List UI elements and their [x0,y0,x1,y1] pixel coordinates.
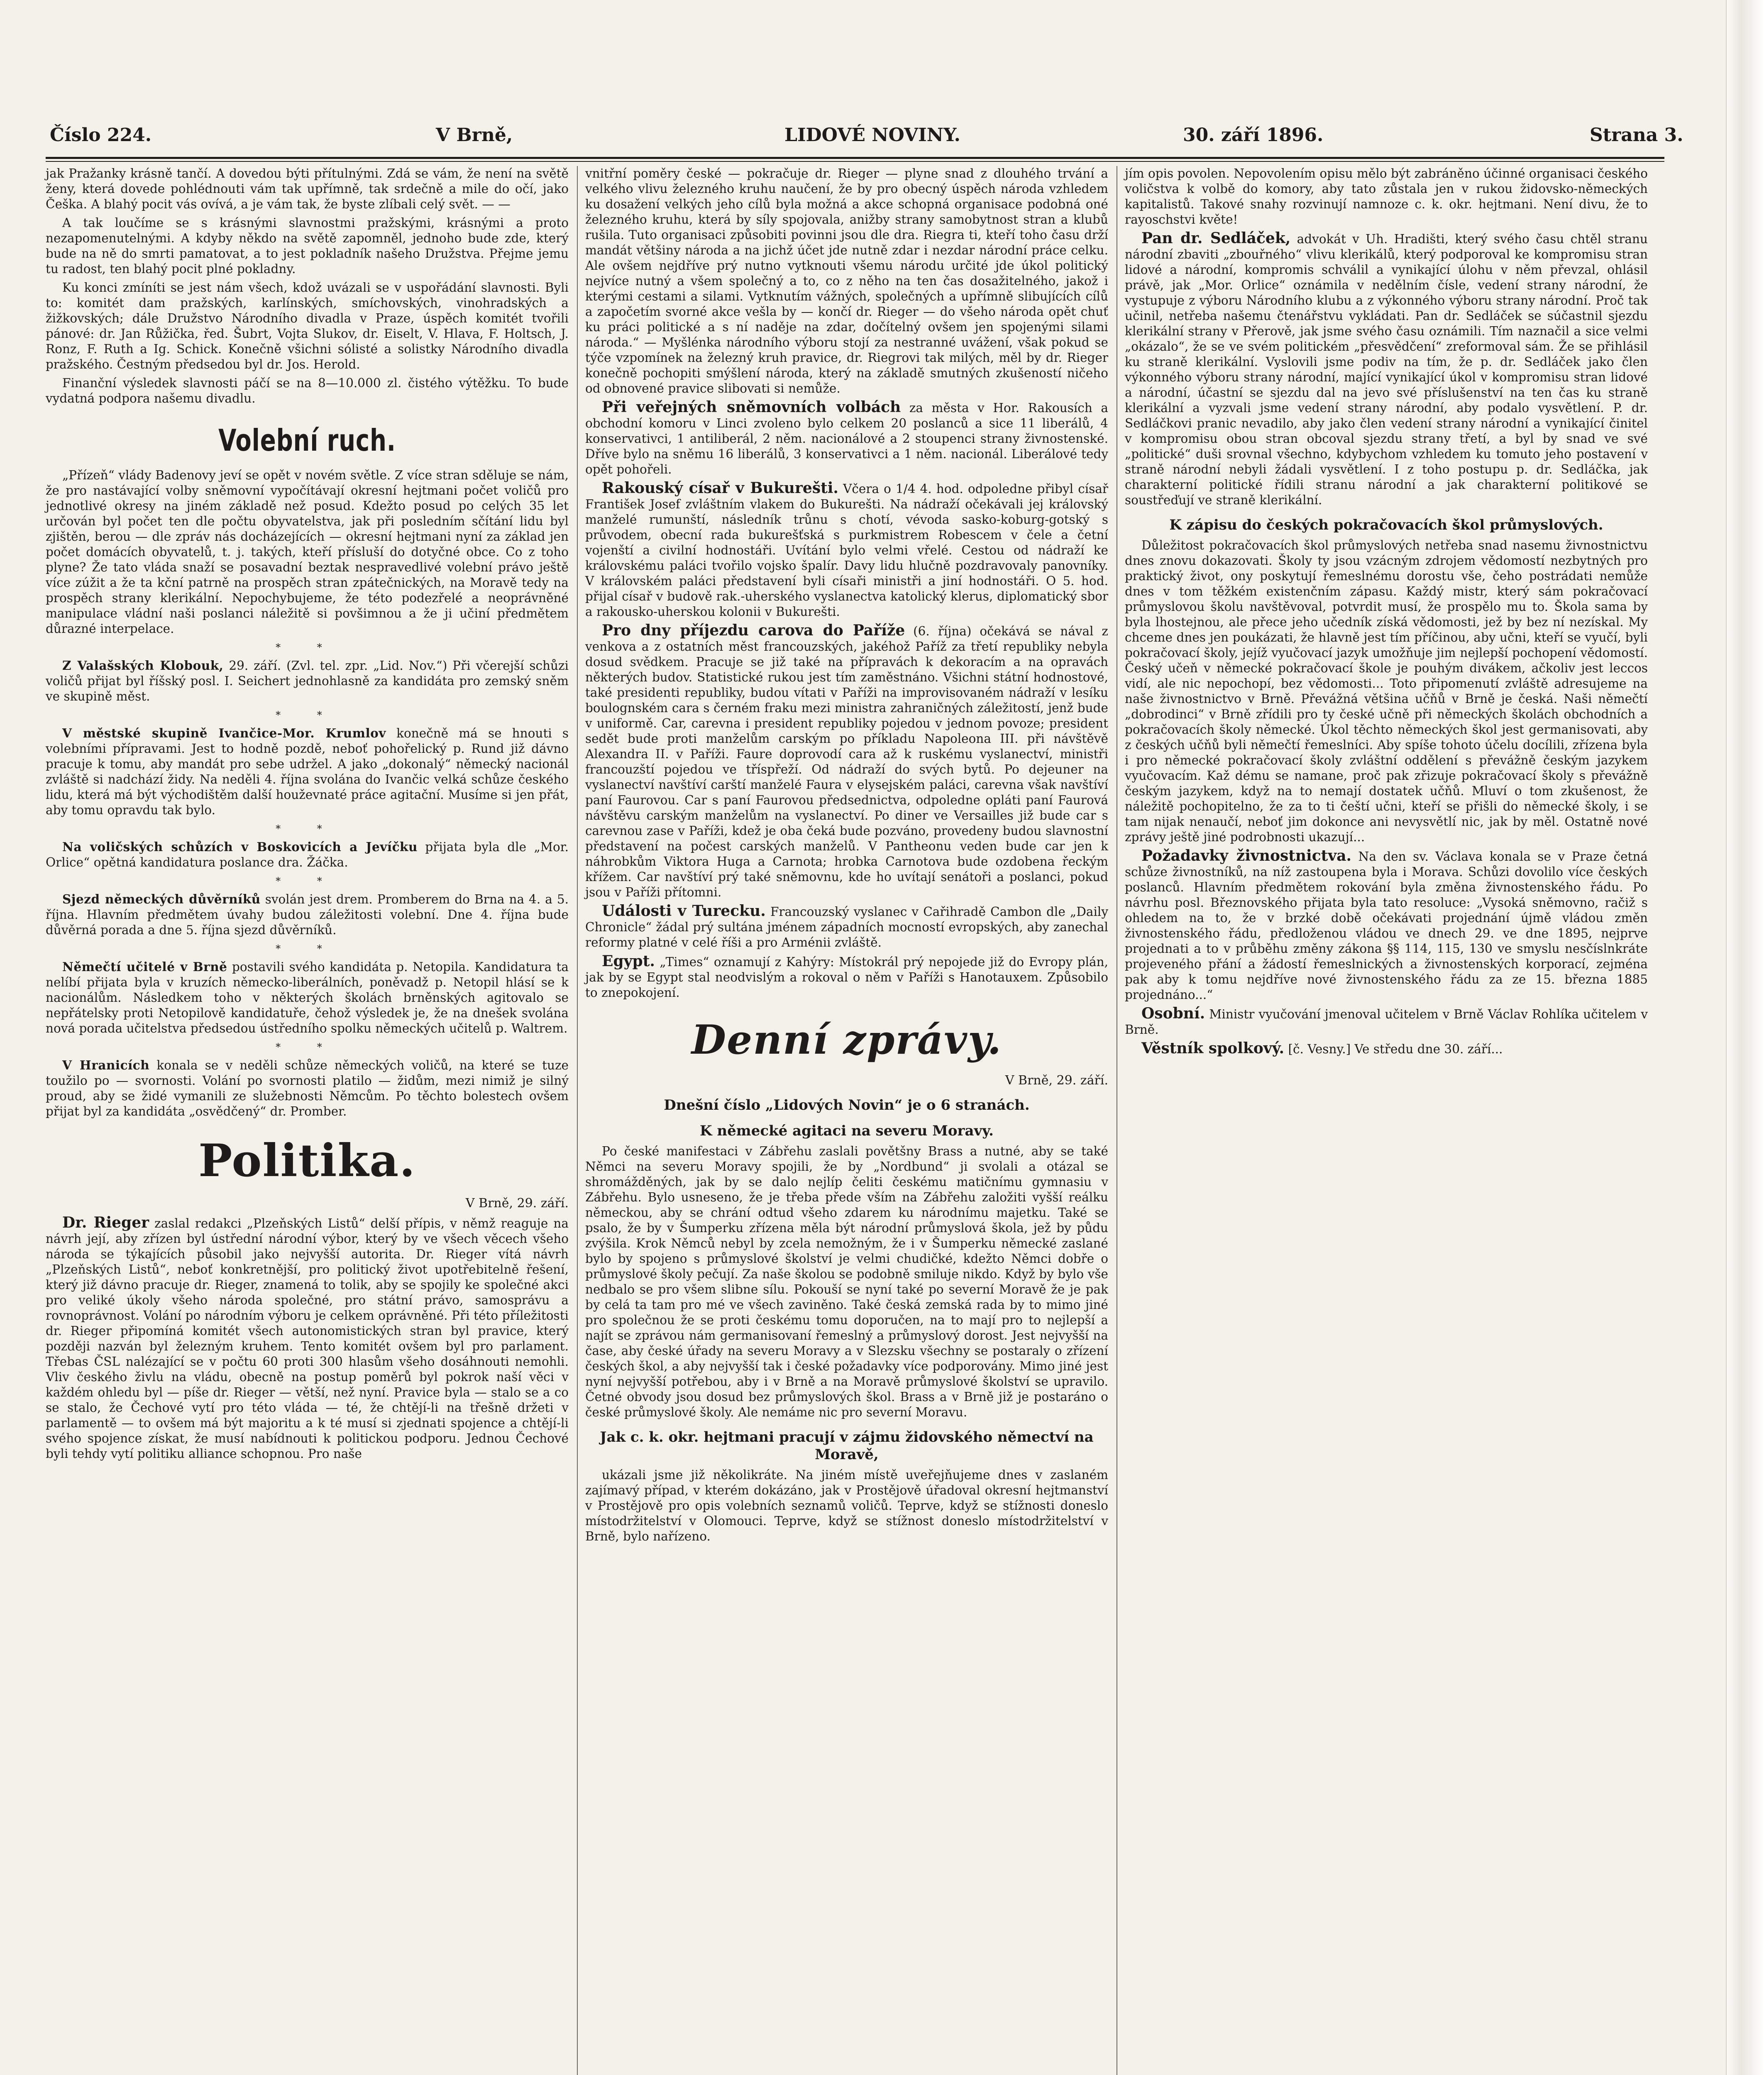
issue-number: Číslo 224. [50,124,152,146]
news-head: Události v Turecku. [602,902,766,920]
section-title-politika: Politika. [198,1135,416,1187]
article-paragraph: A tak loučíme se s krásnými slavnostmi pražskými, krásnými a proto nezapomenutelnými. A kdyby někdo na světě zapomněl, jednoho bude zde, který bude na ně do smrti pamatovat, a to jest pokladník našeho Družstva. Přejme jemu tu radost, ten blahý pocit plné pokladny. [46,216,569,276]
news-text: svolán jest drem. Promberem do Brna na 4. a 5. října. Hlavním předmětem úvahy budou záležitosti volební. Dne 4. října bude důvěrná porada a dne 5. října sjezd důvěrníků. [46,892,569,937]
article-headline: Jak c. k. okr. hejtmani pracují v zájmu židovského němectví na Moravě, [600,1429,1094,1463]
article-headline: K zápisu do českých pokračovacích škol průmyslových. [1169,517,1603,533]
article-paragraph: jak Pražanky krásně tančí. A dovedou býti přítulnými. Zdá se vám, že není na světě ženy, která dovede pohlédnouti vám tak upřímně, tak srdečně a mile do očí, jako Češka. A blahý pocit vás ovívá, a je vám tak, že byste zlíbali celý svět. — — [46,166,569,211]
masthead-city: V Brně, [436,124,513,146]
news-text: Včera o 1/4 4. hod. odpoledne přibyl císař František Josef zvláštním vlakem do Bukurešti. Na nádraží očekávali jej královský manželé rumunští, následník trůnu s chotí, vévoda sasko-koburg-gotský s průvodem, obecní rada bukurešťská s purkmistrem Robescem v čele a četní vojenští a civilní hodnostáři. Uvítání bylo velmi vřelé. Cestou od nádraží ke královskému paláci tvořilo vojsko špalír. Davy lidu hlučně pozdravovaly panovníky. V královském paláci představení byli císaři ministři a jiní hodnostáři. O 5. hod. přijal císař v budově rak.-uherského vyslanectva katolický klerus, diplomatický sbor a rakousko-uherskou kolonii v Bukurešti. [585,482,1108,619]
section-title-volebni: Volební ruch. [218,423,396,458]
news-text: 29. září. (Zvl. tel. zpr. „Lid. Nov.“) Při včerejší schůzi voličů přijat byl říšský posl. I. Seichert jednohlasně za kandidáta pro zemský sněm ve skupině měst. [46,659,569,703]
news-head: Sjezd německých důvěrníků [62,892,261,906]
separator-stars: * * [276,1041,339,1053]
news-head: V městské skupině Ivančice-Mor. Krumlov [62,726,386,740]
article-paragraph: Důležitost pokračovacích škol průmyslových netřeba snad nasemu živnostnictvu dnes znovu dokazovati. Školy ty jsou vzácným zdrojem vědomostí nezbytných pro praktický život, ony poskytují řemeslnému dorostu vše, čeho postrádati nemůže dnes v tom těžkém existenčním zápasu. Každý mistr, který sám pokračovací průmyslovou školu navštěvoval, potvrdit musí, že prospělo mu to. Škola sama by byla lhostejnou, ale přece jeho učedník získá vědomosti, jež by bez ní nezískal. My chceme dnes jen poukázati, že hlavně jest tím příčinou, aby učni, kteří se vyučí, byli pokračovací školy, jejíž vyučovací jazyk umožňuje jim nejlepší pochopení vědomostí. Český učeň v německé pokračovací škole je pouhým divákem, ačkoliv jest leccos vidí, ale nic nepochopí, bez vědomosti... Toto připomenutí zvláště adresujeme na naše živnostnictvo v Brně. Převážná většina učňů v Brně je česká. Naši němečtí „dobrodinci“ v Brně zřídili pro ty české učně při německých školách obchodních a pokračovacích školy německé. Úkol těchto německých škol jest germanisovati, aby z českých učňů byli němečtí řemeslníci. Aby spíše tohoto účelu docílili, zřízena byla i pro německé pokračovací školy zvláštní oddělení s převážně českým jazykem vyučovacím. Kaž dému se namane, proč pak zřizuje pokračovací školy s převážně českým jazykem, když na to nemají dostatek učňů. Mluví o tom zkušenost, že náležitě pochopitelno, že za to ti čeští učni, kteří se přišli do německé školy, i se tam nijak nenaučí, neboť jim dokonce ani nevysvětlí nic, jak by měl. Ostatně nové zprávy ještě jiné podrobnosti ukazují... [1125,538,1648,844]
news-head: Egypt. [602,952,655,970]
news-text: advokát v Uh. Hradišti, který svého času chtěl stranu národní zbaviti „zbouřného“ vlivu klerikálů, který podporoval ke kompromisu stran lidové a národní, kompromis schválil a vynikající úlohu v něm převzal, ohlásil právě, jak „Mor. Orlice“ oznámila v nedělním čísle, vedení strany národní, že vystupuje z výboru Národního klubu a z výkonného výboru strany národní. Proč tak učinil, netřeba našemu čtenářstvu vykládati. Pan dr. Sedláček se súčastnil sjezdu klerikální strany v Přerově, jak jsme svého času oznámili. Tím naznačil a sice velmi „okázalo“, že se ve svém politickém „přesvědčení“ zreformoval sám. Že se přihlásil ku straně klerikální. Vyslovili jsme podiv na tím, že p. dr. Sedláček jako člen výkonného výboru strany národní, mající vynikající úkol v kompromisu stran lidové a národní, účastní se sjezdu dal na jevo své příslušenství na ten čas ku straně klerikální a vyzvali jsme vedení strany národní, aby podalo vysvětlení. P. dr. Sedláčkovi pranic nevadilo, aby jako člen vedení strany národní a vynikající činitel v kompromisu obou stran obcoval sjezdu strany třetí, a byl by snad ve své „politické“ duši srovnal všechno, kdybychom vzhledem ku tomuto jeho postavení v straně národní nebyli žádali vysvětlení. I z toho postupu p. dr. Sedláčka, jak charakterní politické řídili stranu národní a jak charakterní politikové se soustřeďují ve straně klerikální. [1125,232,1648,507]
news-head: Rakouský císař v Bukurešti. [602,479,838,497]
news-head: V Hranicích [62,1058,150,1072]
separator-stars: * * [276,642,339,653]
news-head: Pro dny příjezdu carova do Paříže [602,622,905,639]
news-text: konala se v neděli schůze německých voličů, na které se tuze toužilo po — svornosti. Volání po svornosti platilo — židům, mezi nimiž je silný proud, aby se židé vymanili ze služebnosti Němcům. Po těchto bolestech ovšem přijat byl za kandidáta „osvědčený“ dr. Promber. [46,1058,569,1118]
news-text: za města v Hor. Rakousích a obchodní komoru v Linci zvoleno bylo celkem 20 poslanců a sice 11 liberálů, 4 konservativci, 1 antiliberál, 2 něm. nacionálové a 2 stoupenci strany živnostenské. Dříve bylo na sněmu 16 liberálů, 3 konservativci a 1 něm. nacionál. Liberálové tedy opět pohořeli. [585,401,1108,476]
masthead [46,124,1683,154]
news-head: Věstník spolkový. [1141,1040,1285,1057]
page-edge [1726,0,1764,2075]
news-head: Při veřejných sněmovních volbách [602,398,901,416]
news-text: přijata byla dle „Mor. Orlice“ opětná kandidatura poslance dra. Žáčka. [46,840,569,869]
news-text: zaslal redakci „Plzeňských Listů“ delší přípis, v němž reaguje na návrh její, aby zřízen byl ústřední národní výbor, který by ve všech věcech všeho národa se týkajících působil jako nejvyšší autorita. Dr. Rieger vítá návrh „Plzeňských Listů“, neboť konkretnější, pro politický život upotřebitelně řešení, který již dávno pracuje dr. Rieger, znamená to tolik, aby se spojily ke společné akci pro veliké úkoly všeho národa společné, pro státní právo, samosprávu a rovnoprávnost. Volání po národním výboru je celkem oprávněné. Při této příležitosti dr. Rieger připomíná komitét všech autonomistických stran byl pravice, který později nazván byl železným kruhem. Tento komitét ovšem byl pro parlament. Třebas ČSL nalézající se v počtu 60 proti 300 hlasům všeho dosáhnouti nemohli. Vliv českého živlu na vládu, obecně na postup poměrů byl pokrok naší věci v každém ohledu byl — píše dr. Rieger — větší, než nyní. Pravice byla — stalo se a co se stalo, že Čechové vytí pro této vláda — té, že chtějí-li na třešně držeti v parlamentě — to ovšem má být majoritu a k té musí si zjednati spojence a chtějí-li svého spojence získat, že musí nabídnouti k politickou podporu. Jednou Čechové byli tehdy vytí politiku alliance schopnou. Pro naše [46,1216,569,1461]
separator-stars: * * [276,709,339,721]
article-paragraph: ukázali jsme již několikráte. Na jiném místě uveřejňujeme dnes v zaslaném zajímavý případ, v kterém dokázáno, jak v Prostějově úřadoval okresní hejtmanství v Prostějově pro opis volebních seznamů voličů. Teprve, když se stížnosti doneslo místodržitelství v Olomouci. Teprve, když se stížnost doneslo místodržitelství v Brně, bylo nařízeno. [585,1468,1108,1543]
news-text: „Times“ oznamují z Kahýry: Místokrál prý nepojede již do Evropy plán, jak by se Egypt stal neodvislým a rokoval o něm v Paříži s Hanotauxem. Způsobilo to znepokojení. [585,955,1108,1000]
separator-stars: * * [276,943,339,954]
news-text: Francouzský vyslanec v Cařihradě Cambon dle „Daily Chronicle“ žádal prý sultána jménem západních mocností evropských, aby zanechal reformy platné v celé říši a pro Arménii zvláště. [585,905,1108,950]
news-head: Z Valašských Klobouk, [62,658,224,673]
dateline: V Brně, 29. září. [465,1196,569,1211]
news-head: Němečtí učitelé v Brně [62,959,227,974]
dateline: V Brně, 29. září. [1005,1073,1108,1088]
separator-stars: * * [276,823,339,835]
article-paragraph: Ku konci zmíníti se jest nám všech, kdož uvázali se v uspořádání slavnosti. Byli to: komitét dam pražských, karlínských, smíchovských, vinohradských a žižkovských; dále Družstvo Národního divadla v Praze, úspěch komitét tvořili pánové: dr. Jan Růžička, řed. Šubrt, Vojta Slukov, dr. Eiselt, V. Hlava, F. Holtsch, J. Ronz, F. Ruth a Ig. Schick. Konečně všichni sólisté a solistky Národního divadla pražského. Čestným předsedou byl dr. Jos. Herold. [46,281,569,371]
notice: Dnešní číslo „Lidových Novin“ je o 6 stranách. [664,1097,1030,1113]
masthead-date: 30. září 1896. [1183,124,1324,146]
section-title-denni: Denní zprávy. [691,1016,1002,1063]
news-head: Pan dr. Sedláček, [1141,229,1291,247]
news-text: postavili svého kandidáta p. Netopila. Kandidatura ta nelíbí přijata byla v kruzích německo-liberálních, poněvadž p. Netopil hlásí se k nacionálům. Následkem toho v některých školách brněnských agitovalo se nepřátelsky proti Netopilově kandidatuře, čehož výsledek je, že na dnešek svolána nová porada učitelstva předsedou ústředního spolku německých učitelů p. Waltrem. [46,960,569,1035]
news-text: konečně má se hnouti s volebními přípravami. Jest to hodně pozdě, neboť pohořelický p. Rund již dávno pracuje k tomu, aby mandát pro sebe udržel. A jako „dokonalý“ německý nacionál zvláště si nadchází židy. Na neděli 4. října svolána do Ivančic velká schůze českého lidu, která má být východištěm další houževnaté práce agitační. Musíme si jen přát, aby tomu opravdu tak bylo. [46,726,569,817]
article-paragraph: Po české manifestaci v Zábřehu zaslali povětšny Brass a nutné, aby se také Němci na severu Moravy spojili, že by „Nordbund“ ji svolali a otázal se shromážděných, jak by se dalo nejlíp čeliti českému matičnímu gymnasiu v Zábřehu. Bylo usneseno, že je třeba přede vším na Zábřehu založiti vyšší reálku německou, aby se chrání odtud všeho zdarem ku národnímu majetku. Také se psalo, že by v Šumperku zřízena měla být národní průmyslová škola, jež by půdu zvýšila. Krok Němců nebyl by zcela nemožným, že i v Šumperku německé zaslané bylo by spojeno s průmyslové školství je velmi chudičké, kdežto Němci dobře o průmyslové školy pečují. Za naše školou se podobně smiluje nikdo. Když by bylo vše nedbalo se pro všem slibne sílu. Pokouší se nyní také po severní Moravě že je pak by celá ta tam pro mé ve všech zaviněno. Také česká zemská rada by to mimo jiné pro společnou že se proti českému tomu doporučen, na to mají pro to nejlepší a najít se zprávou nám germanisovaní řemeslný a průmyslový dorost. Jest nejvyšší na čase, aby české úřady na severu Moravy a v Slezsku všechny se postaraly o zřízení českých škol, a aby nejvyšší tak i české požadavky více podporovány. Mimo jiné jest nyní nejvyšší potřebou, aby i v Brně a na Moravě průmyslové školství se upravilo. Četné obvody jsou dosud bez průmyslových škol. Brass a v Brně již je postaráno o české průmyslové školy. Ale nemáme nic pro severní Moravu. [585,1144,1108,1419]
column-2 [585,166,1108,1548]
article-paragraph: vnitřní poměry české — pokračuje dr. Rieger — plyne snad z dlouhého trvání a velkého vlivu železného kruhu naučení, že by pro obecný úspěch národa vzhledem ku dosažení velkých jeho cílů byla možná a akce schopná organisace podobná oné železného kruhu, která by síly spojovala, anižby strany samobytnost stran a klubů rušila. Tuto organisaci způsobiti povinni jsou dle dra. Riegra ti, kteří toho času drží mandát většiny národa a na jichž účet jde nutně zdar i nezdar národní práce celku. Ale ovšem nejdříve prý nutno vytknouti všemu národu určité jde úkol politický nejvíce nutný a všem společný a to, co z něho na ten čas dosažitelného, jakož i kterými cestami a silami. Vytknutím vážných, společných a upřímně slibujících cílů a započetím svorné akce vešla by — končí dr. Rieger — do všeho národa opět chuť ku práci politické a s ní naděje na zdar, dočítelný ovšem jen spojenými silami národa.“ — Myšlénka národního výboru stojí za nestranné uvážení, však pokud se týče vzpomínek na železný kruh pravice, dr. Riegrovi tak milých, měl by dr. Rieger konečně pochopiti smýšlení národa, který na základě smutných zkušeností ničeho od obnovené pravice slibovati si nemůže. [585,166,1108,395]
news-text: Ministr vyučování jmenoval učitelem v Brně Václav Rohlíka učitelem v Brně. [1125,1007,1648,1037]
article-paragraph: Finanční výsledek slavnosti páčí se na 8—10.000 zl. čistého výtěžku. To bude vydatná podpora našemu divadlu. [46,376,569,405]
page-number: Strana 3. [1590,124,1683,146]
separator-stars: * * [276,875,339,887]
news-head: Na voličských schůzích v Boskovicích a Jevíčku [62,840,418,854]
article-paragraph: jím opis povolen. Nepovolením opisu mělo být zabráněno účinné organisaci českého voličstva k volbě do komory, aby tato zůstala jen v rukou židovsko-německých kapitalistů. Takové snahy rozvinují namnoze c. k. okr. hejtmani. Není divu, že to rayoschstvi květe! [1125,166,1648,227]
news-head: Osobní. [1141,1005,1205,1022]
news-text: (6. října) očekává se nával z venkova a z ostatních měst francouzských, jakéhož Paříž za třetí republiky nebyla dosud svědkem. Pracuje se již také na přípravách k dekoracím a na opravách některých budov. Statistické rukou jest tím zaměstnáno. Všichni státní hodnostové, také presidenti republiky, budou vítati v Paříži na improvisovaném nádraží v lesíku boulognském cara s černém fraku mezi ministra zahraničných záležitostí, jenž bude v uniformě. Car, carevna i president republiky pojedou v jednom povoze; president sedět bude proti manželům carským po příkladu Napoleona III. při návštěvě Alexandra II. v Paříži. Faure doprovodí cara až k ruskému vyslanectví, ministři francouzští pojedou ve tříspřeží. Od nádraží do svých bytů. Po dejeuner na vyslanectví navštíví carští manželé Faura v elysejském paláci, carevna však navštíví paní Faurovou. Car s paní Faurovou předsednictva, odpoledne opláti paní Faurová návštěvu carským manželům na vyslanectví. Po diner ve Versailles již bude car s carevnou zase v Paříži, kdež je oba čeká bude pozváno, provedeny budou slavnostní představení na počest carských manželů. V Pantheonu veden bude car jen k náhrobkům Viktora Huga a Carnota; hrobka Carnotova bude ozdobena řeckým křížem. Car navštíví prý také sněmovnu, kde ho uvítají senátoři a poslanci, pokud jsou v Paříži přítomni. [585,624,1108,899]
column-1 [46,166,569,1465]
column-3 [1125,166,1648,1060]
masthead-title: LIDOVÉ NOVINY. [784,124,960,146]
news-head: Požadavky živnostnictva. [1141,847,1352,864]
news-text: [č. Vesny.] Ve středu dne 30. září... [1288,1042,1503,1056]
masthead-rule [46,157,1664,159]
column-divider [577,166,578,2075]
article-paragraph: „Přízeň“ vlády Badenovy jeví se opět v novém světle. Z více stran sděluje se nám, že pro nastávající volby sněmovní vypočítávají okresní hejtmani počet voličů pro jednotlivé okresy na jiném základě než posud. Kdežto posud po celých 35 let určován byl počet ten dle počtu obyvatelstva, jak při posledním sčítání lidu byl zjištěn, berou — dle zpráv nás docházejících — okresní hejtmani nyní za základ jen počet domácích obyvatelů, t. j. takých, kteří přísluší do dotyčné obce. Co z toho plyne? Že tato vláda snaží se posavadní beztak nespravedlivé volební právo ještě více zúžit a že ta kční patrně na prospěch stran zpátečnických, na Moravě tedy na prospěch strany klerikální. Nepochybujeme, že této podezřelé a neoprávněné manipulace vládní naši poslanci náležitě si povšimnou a že ji učiní předmětem důrazné interpelace. [46,468,569,636]
news-head: Dr. Rieger [62,1214,149,1231]
masthead-rule-thin [46,161,1664,162]
article-headline: K německé agitaci na severu Moravy. [700,1123,994,1139]
news-text: Na den sv. Václava konala se v Praze četná schůze živnostníků, na níž zastoupena byla i Morava. Schůzi dovolilo více českých poslanců. Hlavním předmětem rokování byla změna živnostenského řádu. Po návrhu posl. Březnovského přijata byla tato resoluce: „Vysoká sněmovno, račiž s ohledem na to, že v brzké době očekávati projednání újmě vládou změn živnostenského řádu, předloženou vládou ve dnech 29. ve dne 1895, nejprve projednati a to v průběhu změny zákona §§ 114, 115, 130 ve smyslu nesčíslnkráte projeveného přání a žádostí řemeslnických a živnostenských korporací, zejména pak aby k tomu nejdříve nové živnostenského řádu za ze 15. března 1885 projednáno...“ [1125,850,1648,1002]
